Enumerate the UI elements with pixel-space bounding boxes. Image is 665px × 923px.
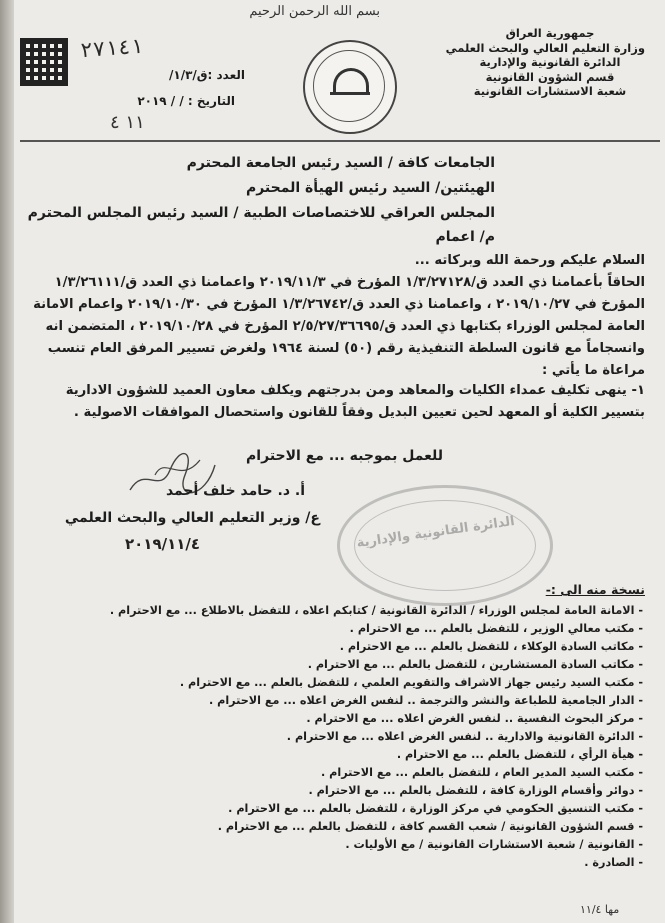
copy-recipient: - الدار الجامعية للطباعة والنشر والترجمة .. لنفس الغرض اعلاه ... مع الاحترام . [173,694,643,707]
copy-recipient: - الصادرة . [173,856,643,869]
copy-recipient: - قسم الشؤون القانونية / شعب القسم كافة ، للتفضل بالعلم ... مع الاحترام . [173,820,643,833]
copy-recipient: - مكاتب السادة المستشارين ، للتفضل بالعلم ... مع الاحترام . [173,658,643,671]
copy-recipient: - مركز البحوث النفسية .. لنفس الغرض اعلاه ... مع الاحترام . [173,712,643,725]
signatory-title: ع/ وزير التعليم العالي والبحث العلمي [64,510,320,526]
stamp-text: الدائرة القانونية والإدارية [355,513,516,552]
date-label: التاريخ : / / ٢٠١٩ [137,94,235,108]
copy-recipient: - القانونية / شعبة الاستشارات القانونية / مع الأوليات . [173,838,643,851]
reference-number-handwritten: ٢٧١٤١ [79,33,144,63]
ministry-header [445,26,645,99]
closing-text: للعمل بموجبه ... مع الاحترام [246,448,443,464]
header-line: شعبة الاستشارات القانونية [473,84,627,98]
qr-code-icon [20,38,68,86]
signature-date: ٢٠١٩/١١/٤ [125,535,201,553]
copy-recipient: - مكاتب السادة الوكلاء ، للتفضل بالعلم ... مع الاحترام . [173,640,643,653]
copy-recipient: - مكتب معالي الوزير ، للتفضل بالعلم ... مع الاحترام . [173,622,643,635]
copy-recipient: - هيأة الرأي ، للتفضل بالعلم ... مع الاحترام . [173,748,643,761]
copy-recipient: - دوائر وأقسام الوزارة كافة ، للتفضل بالعلم ... مع الاحترام . [173,784,643,797]
copy-recipient: - مكتب السيد المدير العام ، للتفضل بالعلم ... مع الاحترام . [173,766,643,779]
recipient-line: الجامعات كافة / السيد رئيس الجامعة المحترم [186,155,495,171]
header-line: الدائرة القانونية والإدارية [479,55,621,69]
recipient-line: الهيئتين/ السيد رئيس الهيأة المحترم [245,180,495,196]
header-line: وزارة التعليم العالي والبحث العلمي [445,40,645,55]
copy-recipient: - مكتب السيد رئيس جهاز الاشراف والتقويم العلمي ، للتفضل بالعلم ... مع الاحترام . [173,676,643,689]
date-handwritten: ١١ ٤ [110,112,145,133]
basmala: بسم الله الرحمن الرحيم [249,4,380,19]
subject-line: م/ اعمام [435,229,495,245]
body-item: ١- ينهى تكليف عمداء الكليات والمعاهد ومن بدرجتهم ويكلف معاون العميد للشؤون الادارية بتسيير الكلية أو المعهد لحين تعيين البديل وفقاً للقانون واستحصال الموافقات الاصولية . [65,383,645,420]
copies-heading: نسخة منه الى :- [545,582,645,597]
header-line: جمهورية العراق [505,26,595,40]
copy-recipient: - الامانة العامة لمجلس الوزراء / الدائرة القانونية / كتابكم اعلاه ، للتفضل بالاطلاع ... مع الاحترام . [173,604,643,617]
recipient-line: المجلس العراقي للاختصاصات الطبية / السيد رئيس المجلس المحترم [27,205,495,221]
footer-initials: مها ١١/٤ [580,903,620,916]
signatory-name: أ. د. حامد خلف أحمد [165,483,305,499]
body-paragraph: الحاقاً بأعمامنا ذي العدد ق/١/٣/٢٧١٢٨ المؤرخ في ٢٠١٩/١١/٣ واعمامنا ذي العدد ق/١/٣/٢٦١١١ المؤرخ في ٢٠١٩/١٠/٢٧ ، واعمامنا ذي العدد ق/١/٣/٢٦٧٤٢ المؤرخ في ٢٠١٩/١٠/٣٠ واعمام الامانة العامة لمجلس الوزراء بكتابها ذي العدد ق/٢/٥/٢٧/٣٦٦٩٥ المؤرخ في ٢٠١٩/١٠/٢٨ ، المتضمن انه وانسجاماً مع قانون السلطة التنفيذية رقم (٥٠) لسنة ١٩٦٤ ولغرض تسيير المرفق العام تنسب مراعاة ما يأتي : [33,275,645,378]
reference-label: العدد :ق/١/٣/ [169,68,245,82]
copy-recipient: - مكتب التنسيق الحكومي في مركز الوزارة ، للتفضل بالعلم ... مع الاحترام . [173,802,643,815]
header-line: قسم الشؤون القانونية [485,69,615,84]
greeting: السلام عليكم ورحمة الله وبركاته ... [414,253,645,268]
ministry-logo [303,40,397,134]
copy-recipient: - الدائرة القانونية والادارية .. لنفس الغرض اعلاه ... مع الاحترام . [173,730,643,743]
header-divider [20,140,660,142]
